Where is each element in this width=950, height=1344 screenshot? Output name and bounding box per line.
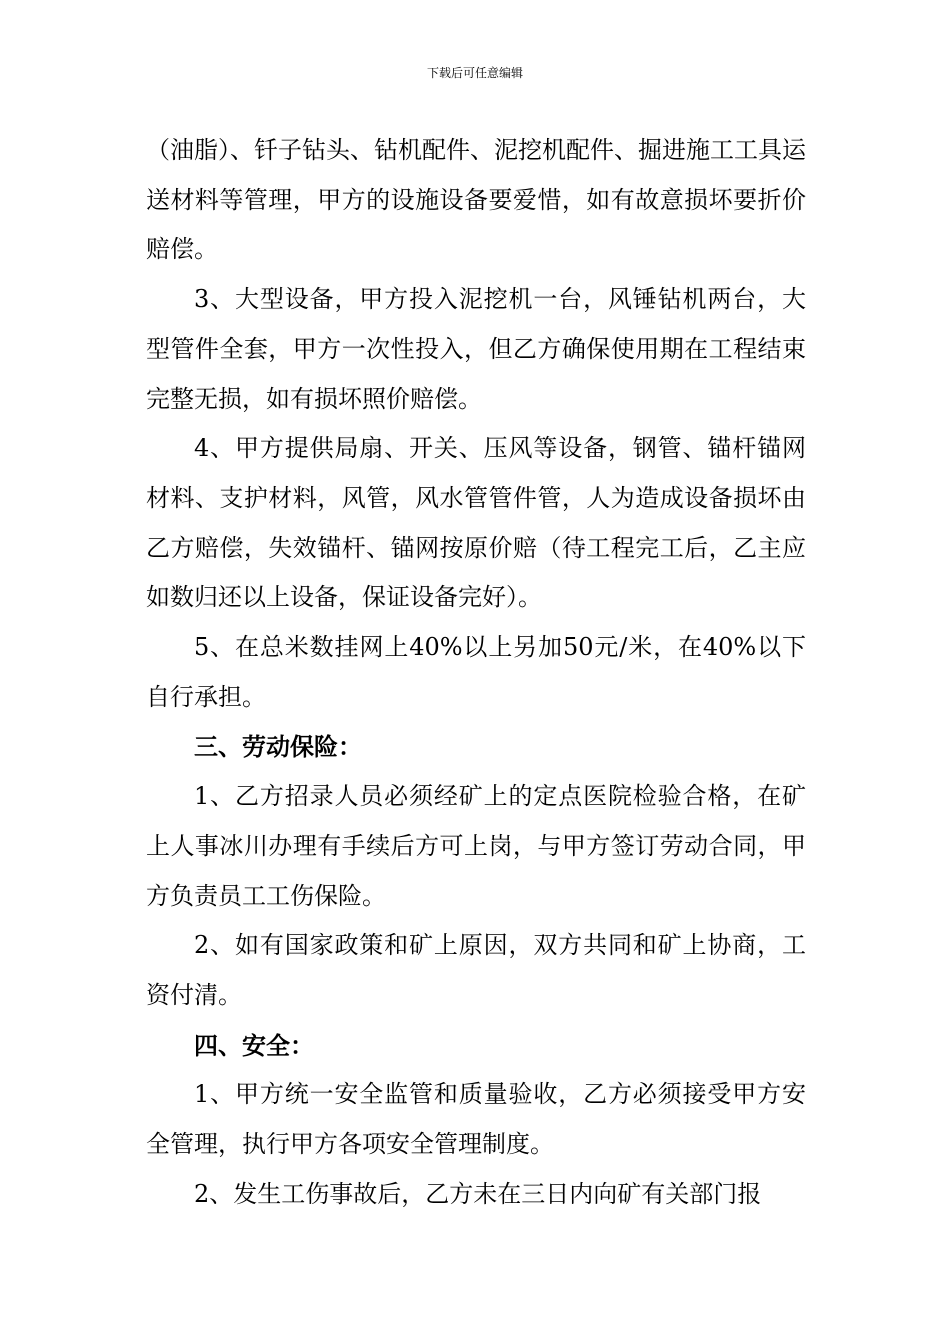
- document-body: [146, 126, 806, 1219]
- paragraph-continuation: （油脂）、钎子钻头、钻机配件、泥挖机配件、掘进施工工具运送材料等管理，甲方的设施设备要爱惜，如有故意损坏要折价赔偿。: [146, 136, 806, 264]
- paragraph-item-3: 3、大型设备，甲方投入泥挖机一台，风锤钻机两台，大型管件全套，甲方一次性投入，但乙方确保使用期在工程结束完整无损，如有损坏照价赔偿。: [146, 285, 806, 413]
- paragraph-safety-2: 2、发生工伤事故后，乙方未在三日内向矿有关部门报: [194, 1179, 762, 1208]
- section-heading-labor-insurance: 三、劳动保险：: [194, 732, 362, 762]
- section-heading-safety: 四、安全：: [194, 1030, 314, 1060]
- paragraph-item-4: 4、甲方提供局扇、开关、压风等设备，钢管、锚杆锚网材料、支护材料，风管，风水管管件管，人为造成设备损坏由乙方赔偿，失效锚杆、锚网按原价赔（待工程完工后，乙主应如数归还以上设备，保证设备完好）。: [146, 434, 806, 612]
- paragraph-labor-1: 1、乙方招录人员必须经矿上的定点医院检验合格，在矿上人事冰川办理有手续后方可上岗，与甲方签订劳动合同，甲方负责员工工伤保险。: [146, 782, 806, 910]
- paragraph-item-5: 5、在总米数挂网上40%以上另加50元/米，在40%以下自行承担。: [146, 633, 806, 711]
- page-header: 下载后可任意编辑: [426, 66, 523, 80]
- paragraph-safety-1: 1、甲方统一安全监管和质量验收，乙方必须接受甲方安全管理，执行甲方各项安全管理制度。: [146, 1080, 806, 1159]
- paragraph-labor-2: 2、如有国家政策和矿上原因，双方共同和矿上协商，工资付清。: [146, 931, 806, 1009]
